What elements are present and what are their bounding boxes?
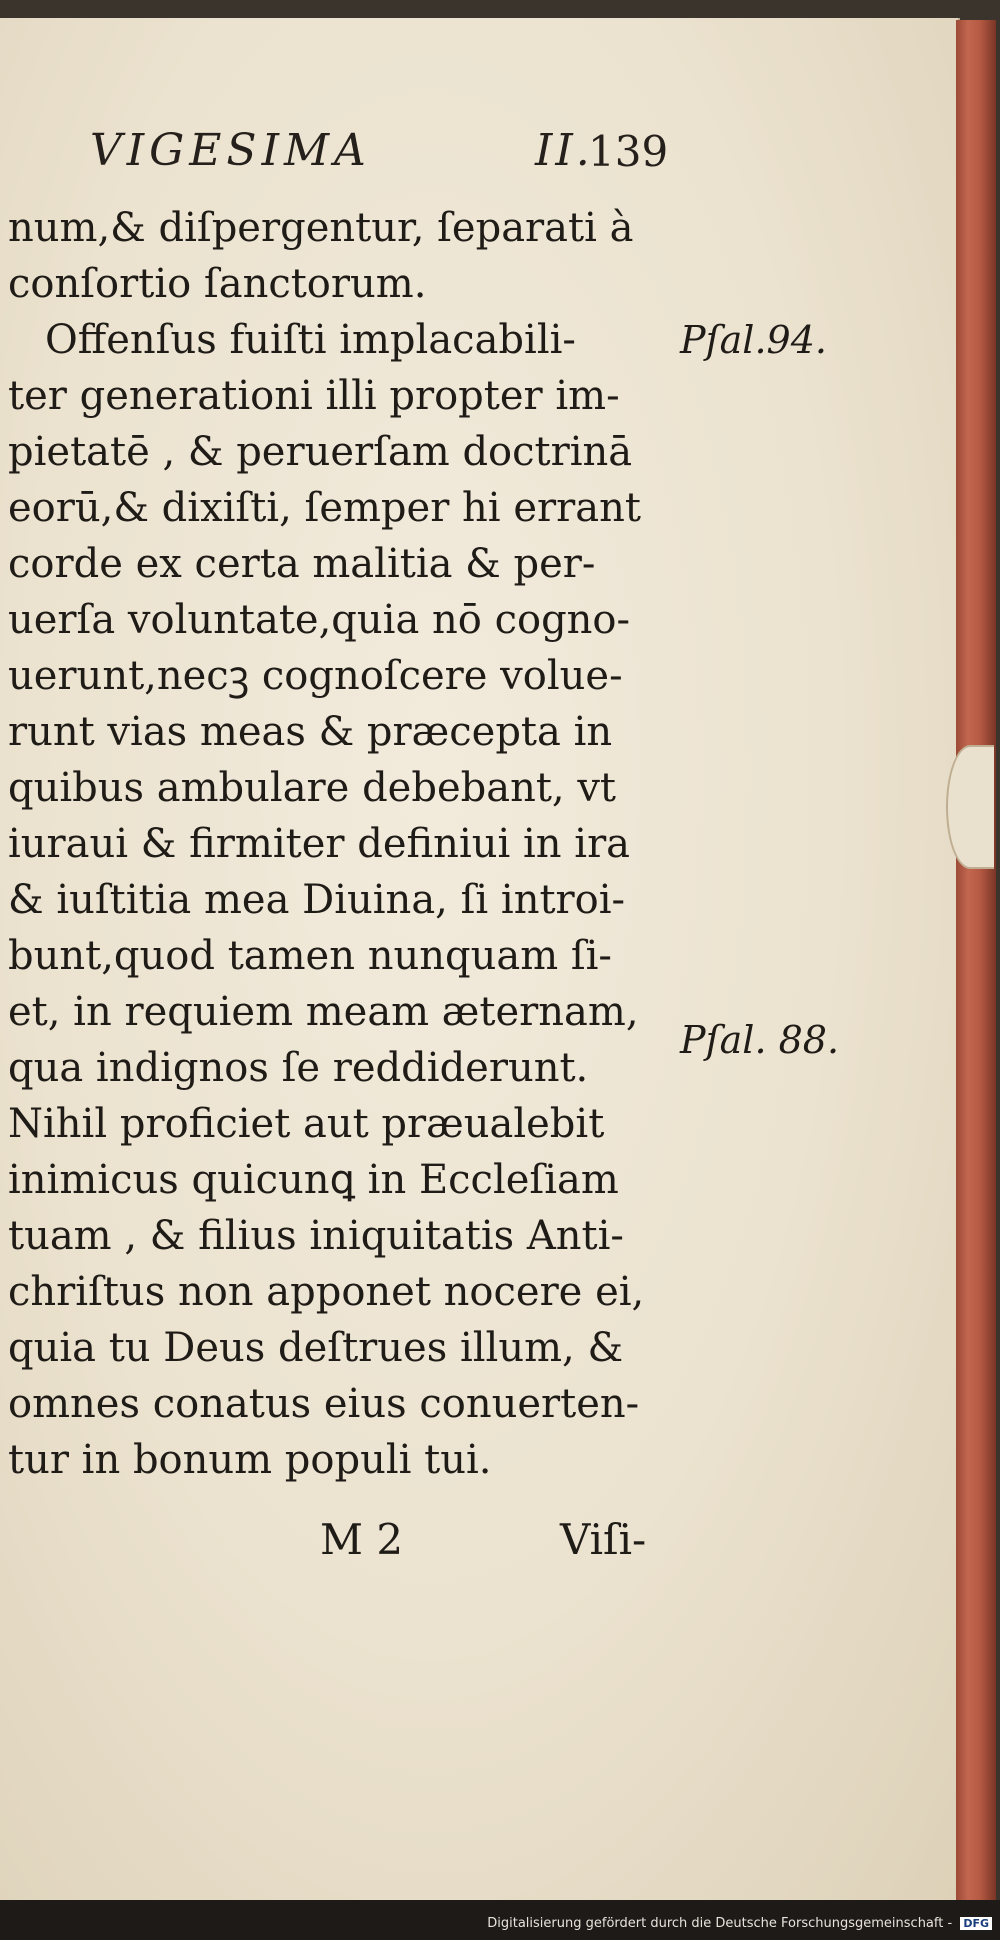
catchword: Viſi- <box>560 1515 647 1564</box>
running-head <box>90 125 690 185</box>
running-head-number: II. <box>535 125 593 176</box>
signature-mark: M 2 <box>320 1515 404 1564</box>
text-line: quia tu Deus deſtrues illum, & <box>8 1325 624 1371</box>
text-line: Nihil proficiet aut præualebit <box>8 1101 605 1147</box>
text-line: inimicus quicunꝗ in Eccleſiam <box>8 1157 619 1203</box>
text-line: quibus ambulare debebant, vt <box>8 765 617 811</box>
text-line: & iuſtitia mea Diuina, ſi introi- <box>8 877 626 923</box>
text-line: bunt,quod tamen nunquam ſi- <box>8 933 612 979</box>
text-line: uerſa voluntate,quia nō cogno- <box>8 597 631 643</box>
margin-note-psalm-88: Pſal. 88. <box>680 1018 840 1062</box>
text-line: et, in requiem meam æternam, <box>8 989 639 1035</box>
dfg-logo: DFG <box>960 1917 992 1930</box>
text-line: omnes conatus eius conuerten- <box>8 1381 640 1427</box>
running-head-title: VIGESIMA <box>90 125 371 176</box>
text-line: num,& diſpergentur, ſeparati à <box>8 205 634 251</box>
text-line: tur in bonum populi tui. <box>8 1437 492 1483</box>
text-line: chriſtus non apponet nocere ei, <box>8 1269 645 1315</box>
credit-text: Digitalisierung gefördert durch die Deutsche Forschungsgemeinschaft - <box>487 1916 953 1931</box>
text-line: pietatē , & peruerſam doctrinā <box>8 429 633 475</box>
text-line: runt vias meas & præcepta in <box>8 709 613 755</box>
text-line: qua indignos ſe reddiderunt. <box>8 1045 589 1091</box>
margin-note-psalm-94: Pſal.94. <box>680 318 827 362</box>
page-number: 139 <box>588 127 669 176</box>
text-line: Offenſus fuiſti implacabili- <box>45 317 576 363</box>
text-line: uerunt,necꝫ cognoſcere volue- <box>8 653 623 699</box>
text-line: conſortio ſanctorum. <box>8 261 427 307</box>
text-line: iuraui & firmiter definiui in ira <box>8 821 631 867</box>
thumb-notch <box>946 745 994 869</box>
text-line: eorū,& dixiſti, ſemper hi errant <box>8 485 641 531</box>
digitization-credit <box>487 1916 992 1931</box>
text-line: ter generationi illi propter im- <box>8 373 620 419</box>
text-line: corde ex certa malitia & per- <box>8 541 596 587</box>
text-line: tuam , & filius iniquitatis Anti- <box>8 1213 624 1259</box>
red-page-edge <box>956 20 996 1900</box>
